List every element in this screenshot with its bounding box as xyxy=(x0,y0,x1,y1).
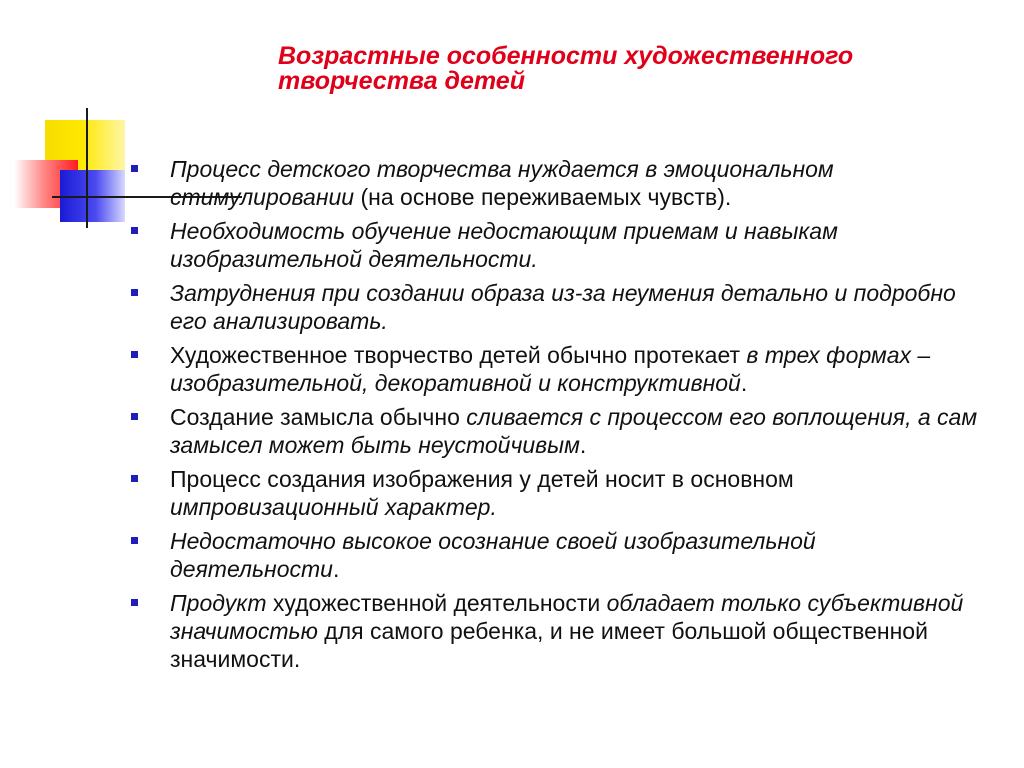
square-bullet-icon xyxy=(131,475,138,482)
bullet-text-segment: Художественное творчество детей обычно протекает xyxy=(170,342,747,368)
slide-title-line-1: Возрастные особенности художественного xyxy=(278,42,854,70)
slide-title xyxy=(278,44,978,94)
bullet-text-segment: сливается с процессом его воплощения, а сам замысел может быть неустойчивым xyxy=(170,404,978,458)
bullet-list xyxy=(128,155,988,679)
bullet-text-segment: Недостаточно высокое осознание своей изобразительной деятельности xyxy=(170,528,816,582)
bullet-text-segment: . xyxy=(740,370,748,396)
bullet-item xyxy=(128,403,988,459)
bullet-item xyxy=(128,465,988,521)
square-bullet-icon xyxy=(131,413,138,420)
bullet-text-segment: . xyxy=(579,432,587,458)
bullet-item xyxy=(128,279,988,335)
square-bullet-icon xyxy=(131,289,138,296)
bullet-item xyxy=(128,155,988,211)
bullet-item xyxy=(128,217,988,273)
bullet-text-segment: импровизационный характер. xyxy=(170,494,497,520)
bullet-item xyxy=(128,341,988,397)
bullet-text-segment: Создание замысла обычно xyxy=(170,404,467,430)
slide-title-line-2: творчества детей xyxy=(278,67,525,95)
bullet-text-segment: Процесс создания изображения у детей носит в основном xyxy=(170,466,794,492)
bullet-text-segment: художественной деятельности xyxy=(266,590,607,616)
bullet-text-segment: Затруднения при создании образа из-за неумения детально и подробно его анализировать. xyxy=(170,280,956,334)
bullet-text-segment: Продукт xyxy=(170,590,267,616)
bullet-text-segment: Процесс детского творчества нуждается в эмоциональном стимулировании xyxy=(170,156,834,210)
square-bullet-icon xyxy=(131,351,138,358)
square-bullet-icon xyxy=(131,537,138,544)
bullet-text-segment: в трех формах – изобразительной, декоративной и конструктивной xyxy=(170,342,931,396)
vertical-line xyxy=(86,108,88,228)
bullet-text-segment: . xyxy=(332,556,340,582)
square-bullet-icon xyxy=(131,227,138,234)
bullet-item xyxy=(128,589,988,673)
bullet-item xyxy=(128,527,988,583)
bullet-text-segment: обладает только субъективной значимостью xyxy=(170,590,964,644)
square-bullet-icon xyxy=(131,599,138,606)
bullet-text-segment: (на основе переживаемых чувств). xyxy=(354,184,732,210)
bullet-text-segment: для самого ребенка, и не имеет большой общественной значимости. xyxy=(170,618,928,672)
square-bullet-icon xyxy=(131,165,138,172)
bullet-text-segment: Необходимость обучение недостающим приемам и навыкам изобразительной деятельности. xyxy=(170,218,838,272)
